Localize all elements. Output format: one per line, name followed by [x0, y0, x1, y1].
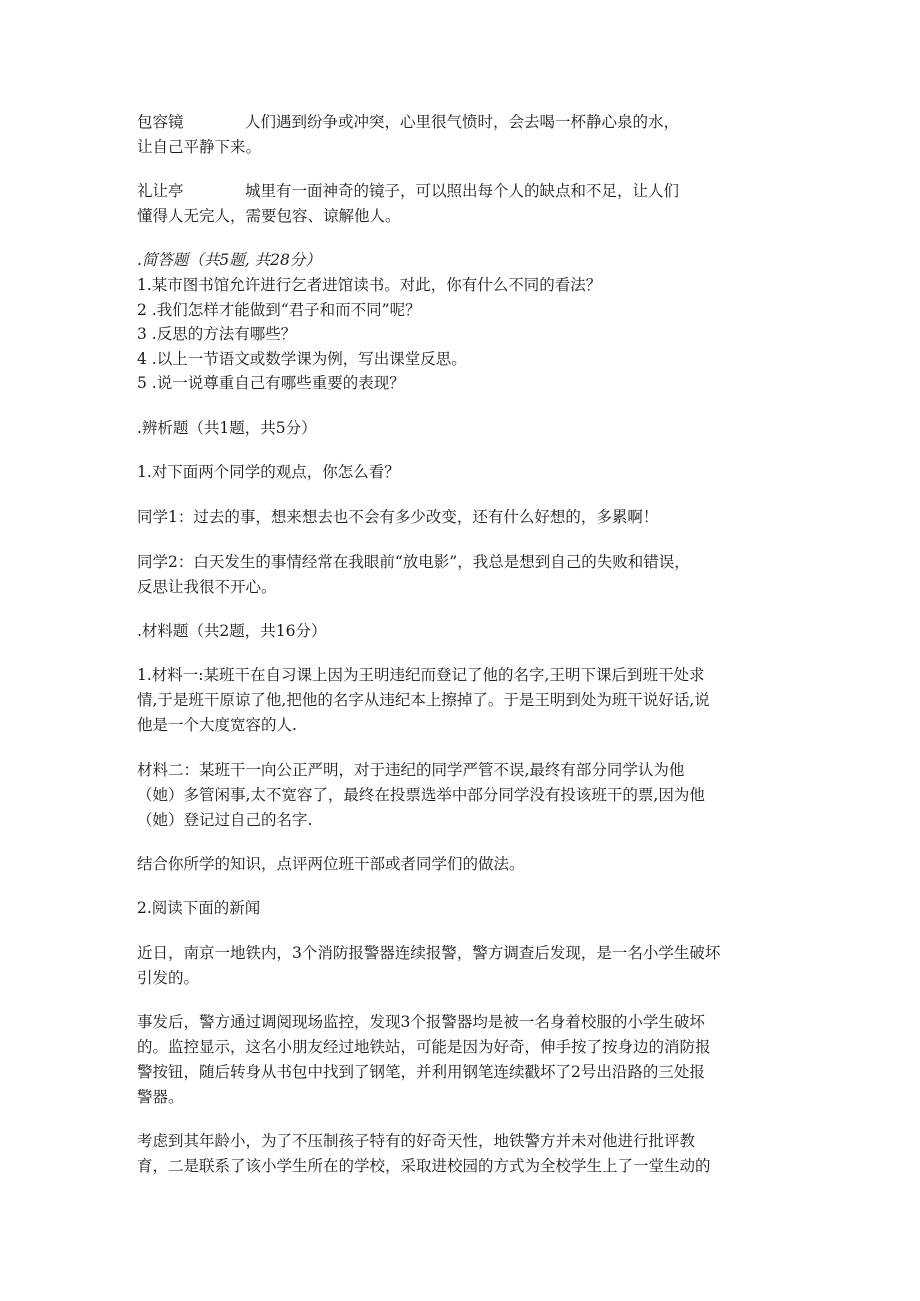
student-opinion: 同学1：过去的事，想来想去也不会有多少改变，还有什么好想的，多累啊！: [137, 508, 659, 526]
match-row-1: [137, 112, 679, 132]
news-paragraph: 警按钮，随后转身从书包中找到了钢笔，并利用钢笔连续戳坏了2号出沿路的三处报: [137, 1063, 705, 1081]
question-item: 1.某市图书馆允许进行乞者进馆读书。对此，你有什么不同的看法？: [137, 276, 602, 294]
material-paragraph: 他是一个大度宽容的人.: [137, 716, 297, 734]
match-row-2: [137, 181, 679, 201]
match-row-2-cont: 懂得人无完人，需要包容、谅解他人。: [137, 207, 401, 225]
material-prompt: 结合你所学的知识，点评两位班干部或者同学们的做法。: [137, 855, 525, 873]
news-paragraph: 近日，南京一地铁内，3个消防报警器连续报警，警方调查后发现，是一名小学生破坏: [137, 944, 721, 962]
news-paragraph: 引发的。: [137, 969, 200, 987]
material-paragraph: 1.材料一:某班干在自习课上因为王明违纪而登记了他的名字,王明下课后到班干处求: [137, 666, 705, 684]
material-paragraph: （她）登记过自己的名字.: [137, 811, 313, 829]
match-term: 礼让亭: [137, 182, 184, 200]
news-paragraph: 的。监控显示，这名小朋友经过地铁站，可能是因为好奇，伸手按了按身边的消防报: [137, 1038, 711, 1056]
question-item: 2.阅读下面的新闻: [137, 899, 261, 917]
question-item: 3 .反思的方法有哪些？: [137, 325, 297, 343]
news-paragraph: 事发后，警方通过调阅现场监控，发现3个报警器均是被一名身着校服的小学生破坏: [137, 1013, 705, 1031]
question-item: 4 .以上一节语文或数学课为例，写出课堂反思。: [137, 350, 467, 368]
material-paragraph: （她）多管闲事,太不宽容了，最终在投票选举中部分同学没有投该班干的票,因为他: [137, 786, 705, 804]
material-paragraph: 情,于是班干原谅了他,把他的名字从违纪本上擦掉了。于是王明到处为班干说好话,说: [137, 691, 710, 709]
student-opinion: 同学2：白天发生的事情经常在我眼前“放电影”，我总是想到自己的失败和错误，: [137, 553, 690, 571]
question-item: 5 .说一说尊重自己有哪些重要的表现？: [137, 374, 405, 392]
match-desc: 城里有一面神奇的镜子，可以照出每个人的缺点和不足，让人们: [245, 182, 680, 200]
material-paragraph: 材料二：某班干一向公正严明，对于违纪的同学严管不误,最终有部分同学认为他: [137, 761, 685, 779]
question-item: 2 .我们怎样才能做到“君子和而不同”呢？: [137, 301, 421, 319]
student-opinion-cont: 反思让我很不开心。: [137, 578, 277, 596]
match-desc: 人们遇到纷争或冲突，心里很气愤时，会去喝一杯静心泉的水，: [245, 113, 680, 131]
section-heading-material: .材料题（共2题，共16分）: [137, 622, 327, 640]
question-item: 1.对下面两个同学的观点，你怎么看？: [137, 463, 400, 481]
news-paragraph: 育，二是联系了该小学生所在的学校，采取进校园的方式为全校学生上了一堂生动的: [137, 1157, 711, 1175]
news-paragraph: 警器。: [137, 1088, 184, 1106]
news-paragraph: 考虑到其年龄小，为了不压制孩子特有的好奇天性，地铁警方并未对他进行批评教: [137, 1132, 696, 1150]
match-term: 包容镜: [137, 113, 184, 131]
section-heading-analysis: .辨析题（共1题，共5分）: [137, 419, 317, 437]
match-row-1-cont: 让自己平静下来。: [137, 138, 262, 156]
section-heading-short-answer: .简答题（共5题, 共28分）: [137, 251, 321, 269]
